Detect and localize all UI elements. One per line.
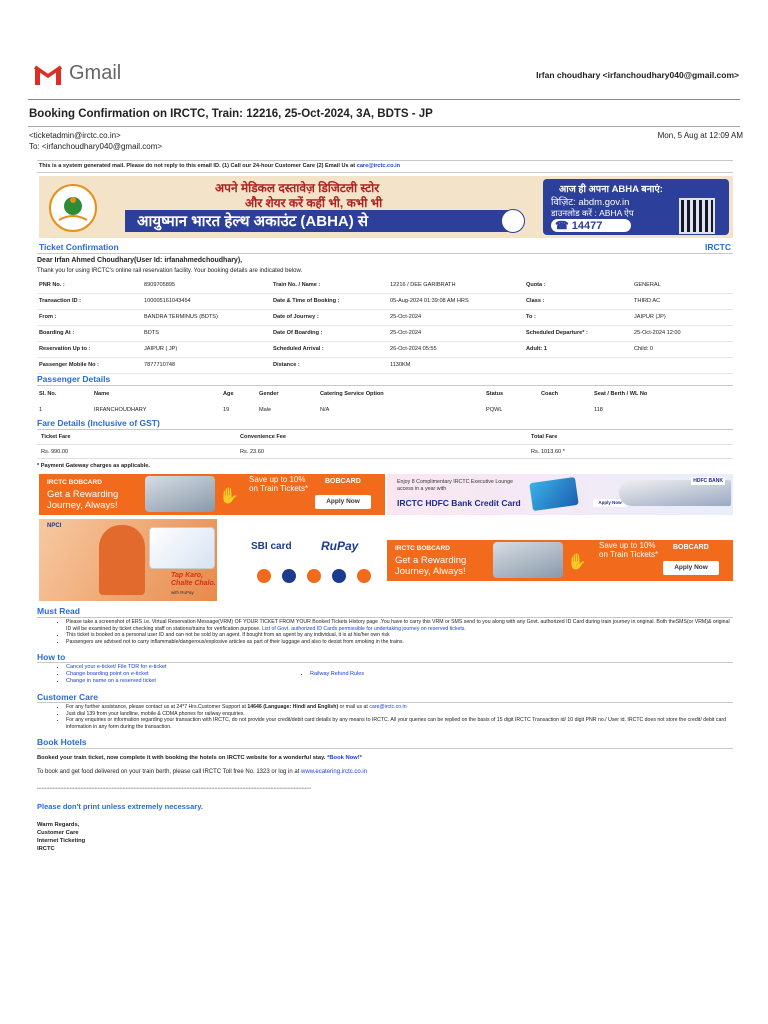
passenger-details-title: Passenger Details (37, 374, 111, 384)
change-boarding-link[interactable]: Change boarding point on e-ticket (66, 671, 149, 677)
system-notice: This is a system generated mail. Please do not reply to this email ID. (1) Call our 24-hour Customer Care (2) Email Us at care@irctc.co.in (39, 163, 401, 169)
ticket-field-value: 05-Aug-2024 01:39:08 AM HRS (390, 298, 469, 304)
hdfc-ad[interactable] (387, 474, 733, 515)
signature (37, 821, 85, 853)
payment-gateway-note: * Payment Gateway charges as applicable. (37, 463, 150, 469)
ticket-field-label: To : (526, 314, 536, 320)
ticket-fare-label: Ticket Fare (41, 434, 71, 440)
ticket-field-value: JAIPUR (JP) (634, 314, 666, 320)
ticket-detail-row (37, 357, 733, 373)
abha-phone: ☎ 14477 (555, 220, 603, 232)
ticket-field-value: BANDRA TERMINUS (BDTS) (144, 314, 218, 320)
ticket-field-label: Date Of Boarding : (273, 330, 323, 336)
how-to-title: How to (37, 652, 66, 662)
convenience-fee-label: Convenience Fee (240, 434, 287, 440)
bob2-hand-icon: ✋ (567, 554, 587, 571)
passenger-header-cell: Status (486, 391, 504, 397)
bob1-apply-button[interactable]: Apply Now (315, 495, 371, 509)
abha-qr-code (679, 198, 715, 234)
ticket-field-value: THIRD AC (634, 298, 661, 304)
change-name-link[interactable]: Change in name on a reserved ticket (66, 678, 156, 684)
total-fare-label: Total Fare (531, 434, 558, 440)
gmail-wordmark: Gmail (69, 62, 122, 84)
ticket-field-value: 25-Oct-2024 (390, 314, 422, 320)
ticket-field-label: Passenger Mobile No : (39, 362, 99, 368)
thanks-text: Thank you for using IRCTC's online rail reservation facility. Your booking details are indicated below. (37, 268, 303, 274)
passenger-header-cell: Catering Service Option (320, 391, 384, 397)
bobcard-ad-2[interactable] (387, 540, 733, 581)
ticket-field-value: GENERAL (634, 281, 661, 288)
email-to: To: <irfanchoudhary040@gmail.com> (29, 142, 163, 151)
ticket-field-value: 100005161043454 (144, 298, 191, 304)
ticket-field-label: Reservation Up to : (39, 346, 91, 352)
hdfc-line: Enjoy 8 Complimentary IRCTC Executive Lounge access in a year with (397, 479, 513, 492)
bob2-apply-button[interactable]: Apply Now (663, 561, 719, 575)
ticket-fare-value: Rs. 990.00 (41, 449, 69, 455)
abha-qr-scan-icon (501, 209, 525, 233)
ticket-field-label: Boarding At : (39, 330, 75, 336)
ecatering-line: To book and get food delivered on your train berth, please call IRCTC Toll free No. 1323 or log in at www.ecatering.irctc.co.in (37, 769, 368, 775)
npci-logo: NPCI (47, 523, 62, 529)
convenience-fee-value: Rs. 23.60 (240, 449, 264, 455)
ticket-detail-row (37, 277, 733, 293)
ticket-details-table (37, 277, 733, 374)
abha-banner[interactable] (39, 176, 733, 238)
ticket-field-value: 7877710748 (144, 362, 176, 368)
hdfc-title: IRCTC HDFC Bank Credit Card (397, 498, 521, 508)
abha-line3-text: आयुष्मान भारत हेल्थ अकाउंट (ABHA) से (137, 213, 369, 230)
abha-download: डाउनलोड करें : ABHA ऐप (551, 208, 634, 218)
how-to-left-list (66, 664, 166, 685)
govt-id-list-link[interactable]: List of Govt. authorized ID Cards permissible for undertaking journey on reserved tickets. (261, 625, 466, 632)
ticket-field-value: 25-Oct-2024 12:00 (634, 330, 681, 336)
hdfc-card-image (529, 477, 578, 511)
email-from: <ticketadmin@irctc.co.in> (29, 131, 121, 140)
gmail-envelope-icon (33, 64, 63, 86)
ticket-confirmation-title: Ticket Confirmation (39, 242, 119, 252)
ticket-field-label: Quota : (526, 281, 546, 288)
bob2-logo: BOBCARD (673, 544, 709, 551)
passenger-cell: 19 (223, 407, 230, 413)
passenger-table (37, 386, 733, 418)
stars-separator: ******************************************************************************************************************************************************************************** (37, 786, 311, 791)
customer-care-item-1: • For any further assistance, please contact us at 24*7 Hrs.Customer Support at 14646 (Language: Hindi and English) or mail us at care@irctc.co.in (66, 704, 730, 711)
bob1-tag: Get a Rewarding Journey, Always! (47, 489, 119, 511)
sbi-slogan: Tap Karo, Chalte Chalo. (171, 572, 216, 587)
passenger-cell: Male (259, 407, 272, 413)
ticket-field-value: JAIPUR ( JP) (144, 346, 178, 352)
account-label: Irfan choudhary <irfanchoudhary040@gmail.com> (536, 70, 739, 80)
ayushman-emblem-icon (51, 186, 95, 230)
ticket-detail-row (37, 293, 733, 309)
sign-line-3: Internet Ticketing (37, 838, 86, 844)
ticket-field-label: Distance : (273, 362, 300, 368)
customer-care-title: Customer Care (37, 692, 98, 702)
passenger-cell: PQWL (486, 407, 503, 413)
ticket-field-label: Train No. / Name : (273, 281, 321, 288)
passenger-cell: 1 (39, 407, 43, 413)
email-date: Mon, 5 Aug at 12:09 AM (657, 131, 743, 140)
ticket-field-label: Date of Journey : (273, 314, 319, 320)
must-read-item-2: • This ticket is booked on a personal user ID and can not be sold by an agent. If bought from an agent by any individual, it is at his/her own risk (66, 632, 730, 639)
bob2-save: Save up to 10% on Train Tickets* (599, 541, 659, 559)
total-fare-value: Rs. 1013.60 * (531, 449, 565, 455)
ayushman-logo (49, 184, 97, 232)
customer-care-list (66, 704, 730, 730)
book-hotels-title: Book Hotels (37, 737, 87, 747)
feature-icon-3 (307, 569, 321, 583)
passenger-header-cell: Name (94, 391, 110, 397)
ticket-field-label: Scheduled Arrival : (273, 346, 324, 352)
ticket-field-label: Transaction ID : (39, 298, 81, 304)
passenger-cell: N/A (320, 407, 330, 413)
refund-rules-link[interactable]: Railway Refund Rules (310, 671, 365, 677)
sbi-card-image (149, 527, 215, 569)
passenger-header-cell: Age (223, 391, 234, 397)
ticket-field-label: Date & Time of Booking : (273, 298, 340, 304)
rupay-logo: RuPay (321, 539, 359, 553)
bob1-hand-icon: ✋ (219, 488, 239, 505)
fare-details-title: Fare Details (Inclusive of GST) (37, 418, 160, 428)
abha-line2: और शेयर करें कहीं भी, कभी भी (245, 196, 383, 210)
must-read-item-3: • Passengers are advised not to carry inflammable/dangerous/explosive articles as part of their luggage and also to desist from smoking in the trains. (66, 639, 730, 646)
passenger-cell: IRFANCHOUDHARY (94, 407, 147, 413)
bob2-brand: IRCTC BOBCARD (395, 545, 450, 552)
sbi-feature-icons (257, 569, 377, 583)
ticket-field-value: 12216 / DEE GARIBRATH (390, 281, 456, 288)
passenger-header-cell: Coach (541, 391, 559, 397)
passenger-cell (539, 402, 592, 418)
must-read-item-1: • Please take a screenshot of ERS i.e. Virtual Reservation Message(VRM) OF YOUR TICKET FROM YOUR Booked Tickets History page .You have to carry this VRM or SMS send to you along with any Govt. authorized ID Card during train journey in original. Both theSMS(or VRM)& original ID will be examined by ticket checking staff on stations/trains for verification purpose. List of Govt. authorized ID Cards permissible for undertaking journey on reserved tickets. (66, 619, 730, 632)
feature-icon-1 (257, 569, 271, 583)
ticket-field-label (524, 357, 632, 373)
email-subject: Booking Confirmation on IRCTC, Train: 12216, 25-Oct-2024, 3A, BDTS - JP (29, 108, 433, 120)
bob1-save: Save up to 10% on Train Tickets* (249, 475, 309, 493)
bob1-brand: IRCTC BOBCARD (47, 479, 102, 486)
sign-line-4: IRCTC (37, 846, 55, 852)
sbi-logo: SBI card (251, 541, 292, 552)
irctc-brand: IRCTC (705, 242, 731, 252)
bob1-logo: BOBCARD (325, 478, 361, 485)
bob2-tag: Get a Rewarding Journey, Always! (395, 555, 467, 577)
care-mail-link[interactable]: care@irctc.co.in (369, 704, 407, 710)
sbi-rupay-ad[interactable] (39, 519, 385, 601)
book-now-link[interactable]: *Book Now!* (327, 755, 362, 761)
ticket-field-value: 1130KM (390, 362, 411, 368)
ticket-field-value: Child: 0 (634, 346, 653, 352)
feature-icon-2 (282, 569, 296, 583)
gmail-logo[interactable] (33, 62, 133, 88)
ticket-field-label: Scheduled Departure* : (526, 330, 588, 336)
customer-care-item-3: • For any enquiries or information regarding your transaction with IRCTC, do not provide your credit/debit card details by any means to IRCTC. All your queries can be replied on the basis of 15 digit IRCTC Transaction id/ 10 digit PNR no./ User id. IRCTC does not store the credit/ debit card information in any form during the transaction. (66, 717, 730, 730)
how-to-right-list (310, 671, 364, 678)
ticket-field-value: 26-Oct-2024 05:55 (390, 346, 437, 352)
abha-right-title: आज ही अपना ABHA बनाएं: (559, 184, 663, 195)
must-read-list (66, 619, 730, 645)
passenger-row (37, 402, 733, 418)
ticket-field-label: Adult: 1 (526, 346, 547, 352)
hdfc-apply-button[interactable]: Apply Now (593, 499, 627, 507)
must-read-title: Must Read (37, 606, 80, 616)
dont-print-note: Please don't print unless extremely necessary. (37, 802, 203, 811)
ticket-field-value (632, 357, 733, 373)
sign-line-1: Warm Regards, (37, 822, 80, 828)
abha-visit: विज़िट: abdm.gov.in (551, 197, 630, 208)
ticket-field-value: BDTS (144, 330, 159, 336)
hdfc-logo: HDFC BANK (693, 478, 723, 484)
passenger-header-cell: Seat / Berth / WL No (594, 391, 648, 397)
feature-icon-5 (357, 569, 371, 583)
ticket-detail-row (37, 309, 733, 325)
passenger-cell: 118 (594, 407, 603, 413)
cancel-eticket-link[interactable]: Cancel your e-ticket/ File TDR for e-ticket (66, 664, 167, 670)
sbi-sub: with RuPay (171, 590, 194, 595)
passenger-header-cell: Gender (259, 391, 279, 397)
ticket-detail-row (37, 341, 733, 357)
feature-icon-4 (332, 569, 346, 583)
sign-line-2: Customer Care (37, 830, 79, 836)
ticket-detail-row (37, 325, 733, 341)
passenger-header-cell: Sl. No. (39, 391, 57, 397)
customer-care-item-2: • Just dial 139 from your landline, mobile & CDMA phones for railway enquiries. (66, 711, 730, 718)
ticket-field-label: From : (39, 314, 57, 320)
bob1-train-image (145, 476, 215, 512)
hotels-line: Booked your train ticket, now complete it with booking the hotels on IRCTC website for a wonderful stay. *Book Now!* (37, 755, 362, 761)
ecatering-link[interactable]: www.ecatering.irctc.co.in (301, 769, 368, 775)
ticket-field-label: PNR No. : (39, 281, 65, 288)
ticket-field-label: Class : (526, 298, 545, 304)
bobcard-ad-1[interactable] (39, 474, 385, 515)
bob2-train-image (493, 542, 563, 578)
greeting: Dear Irfan Ahmed Choudhary(User Id: irfanahmedchoudhary), (37, 257, 243, 264)
care-email-link[interactable]: care@irctc.co.in (356, 163, 401, 169)
ticket-field-value: 8909705895 (144, 281, 176, 288)
abha-line1: अपने मेडिकल दस्तावेज़ डिजिटली स्टोर (215, 181, 380, 195)
sbi-person-image (99, 525, 145, 595)
ticket-field-value: 25-Oct-2024 (390, 330, 422, 336)
